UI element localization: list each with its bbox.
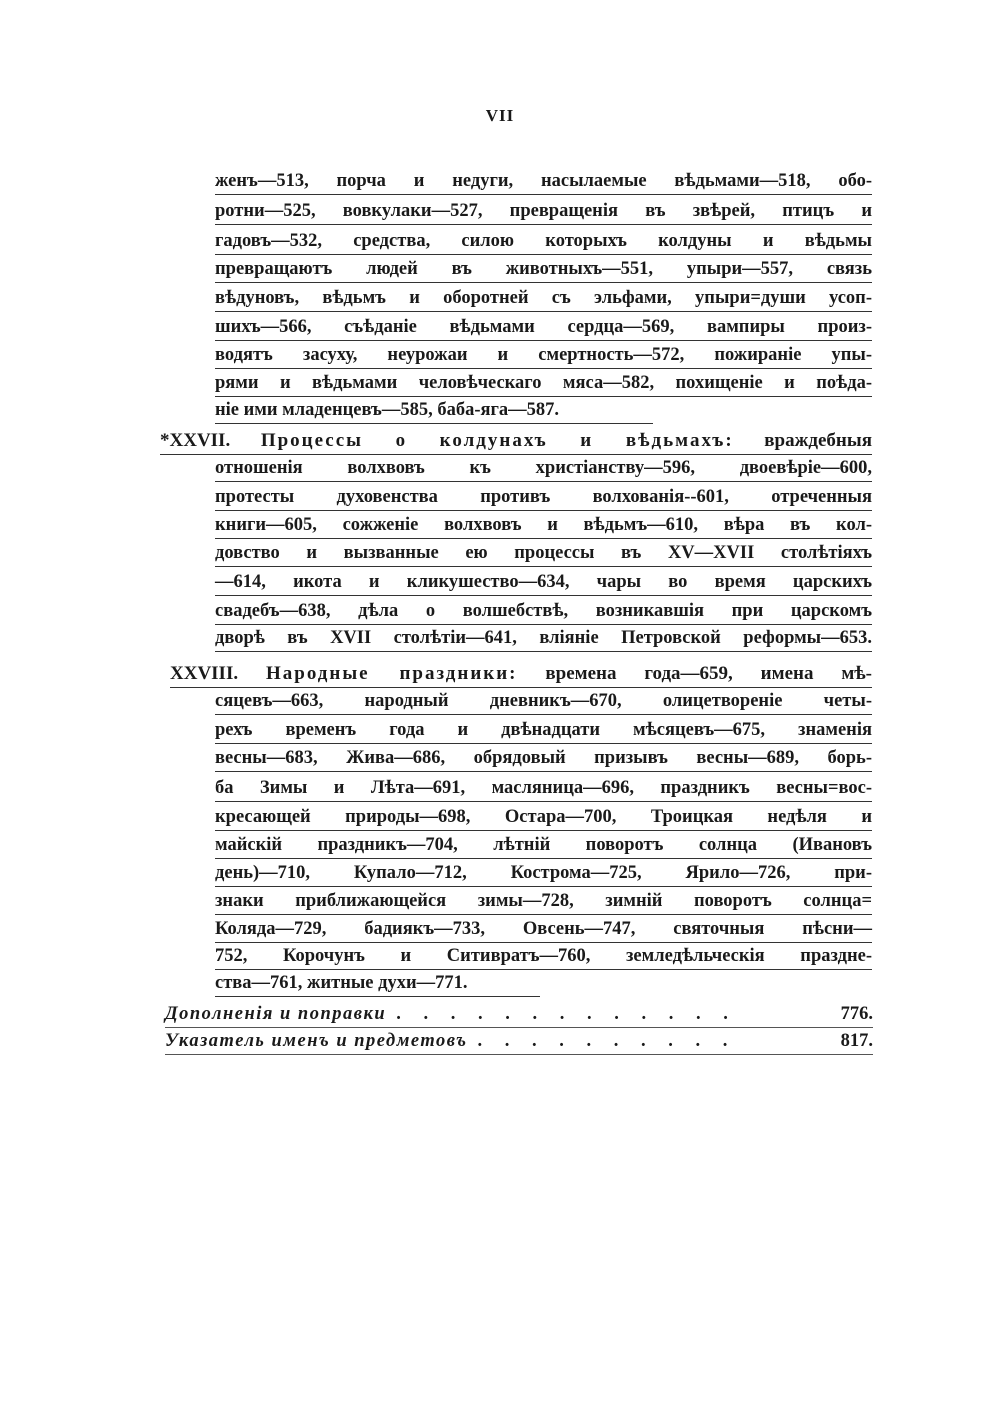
toc-line: весны—683, Жива—686, обрядовый призывъ весны—689, борь- — [215, 747, 872, 772]
toc-entry — [165, 1030, 873, 1055]
chapter-heading — [160, 430, 872, 455]
toc-line: сяцевъ—663, народный дневникъ—670, олицетвореніе четы- — [215, 690, 872, 715]
toc-line: вѣдуновъ, вѣдьмъ и оборотней съ эльфами, упыри=души усоп- — [215, 287, 872, 312]
toc-line: знаки приближающейся зимы—728, зимній поворотъ солнца= — [215, 890, 872, 915]
toc-line: шихъ—566, съѣданіе вѣдьмами сердца—569, вампиры произ- — [215, 316, 872, 341]
toc-line: рями и вѣдьмами человѣческаго мяса—582, похищеніе и поѣда- — [215, 372, 872, 397]
chapter-topics: враждебныя — [764, 430, 872, 451]
toc-entry-page: 776. — [840, 1004, 873, 1024]
chapter-heading — [170, 663, 872, 688]
toc-line: день)—710, Купало—712, Кострома—725, Ярило—726, при- — [215, 862, 872, 887]
toc-line: майскій праздникъ—704, лѣтній поворотъ солнца (Ивановъ — [215, 834, 872, 859]
toc-line: превращаютъ людей въ животныхъ—551, упыри—557, связь — [215, 258, 872, 283]
toc-line: —614, икота и кликушество—634, чары во время царскихъ — [215, 571, 872, 596]
chapter-topics: времена года—659, имена мѣ- — [545, 663, 872, 684]
page-number: VII — [485, 106, 515, 125]
toc-line: дворѣ въ XVII столѣтіи—641, вліяніе Петровской реформы—653. — [215, 627, 872, 652]
chapter-number: XXVIII. — [170, 663, 239, 684]
toc-entry — [165, 1003, 873, 1028]
leader-dots: . . . . . . . . . . — [477, 1031, 737, 1051]
toc-line: ніе ими младенцевъ—585, баба-яга—587. — [215, 399, 653, 424]
chapter-number: *XXVII. — [160, 430, 231, 451]
toc-line: протесты духовенства противъ волхованія--601, отреченныя — [215, 486, 872, 511]
toc-line: довство и вызванные ею процессы въ XV—XVII столѣтіяхъ — [215, 542, 872, 567]
toc-entry-page: 817. — [840, 1031, 873, 1051]
toc-line: ротни—525, вовкулаки—527, превращенія въ звѣрей, птицъ и — [215, 200, 872, 225]
toc-line: Коляда—729, бадиякъ—733, Овсень—747, святочныя пѣсни— — [215, 918, 872, 943]
toc-line: отношенія волхвовъ къ христіанству—596, двоевѣріе—600, — [215, 457, 872, 482]
toc-line: книги—605, сожженіе волхвовъ и вѣдьмъ—610, вѣра въ кол- — [215, 514, 872, 539]
chapter-title: Народные праздники: — [265, 663, 518, 684]
toc-entry-title: Указатель именъ и предметовъ — [165, 1031, 468, 1051]
chapter-title: Процессы о колдунахъ и вѣдьмахъ: — [260, 430, 734, 451]
toc-line: ба Зимы и Лѣта—691, масляница—696, праздникъ весны=вос- — [215, 777, 872, 802]
toc-line: рехъ временъ года и двѣнадцати мѣсяцевъ—675, знаменія — [215, 719, 872, 744]
toc-line: женъ—513, порча и недуги, насылаемые вѣдьмами—518, обо- — [215, 170, 872, 195]
toc-line: кресающей природы—698, Остара—700, Троицкая недѣля и — [215, 806, 872, 831]
toc-line: гадовъ—532, средства, силою которыхъ колдуны и вѣдьмы — [215, 230, 872, 255]
toc-line: 752, Корочунъ и Ситивратъ—760, земледѣльческія праздне- — [215, 945, 872, 970]
toc-line: свадебъ—638, дѣла о волшебствѣ, возникавшія при царскомъ — [215, 600, 872, 625]
toc-line: водятъ засуху, неурожаи и смертность—572, пожираніе упы- — [215, 344, 872, 369]
leader-dots: . . . . . . . . . . . . . — [396, 1004, 737, 1024]
toc-entry-title: Дополненія и поправки — [165, 1004, 387, 1024]
toc-line: ства—761, житные духи—771. — [215, 972, 540, 997]
